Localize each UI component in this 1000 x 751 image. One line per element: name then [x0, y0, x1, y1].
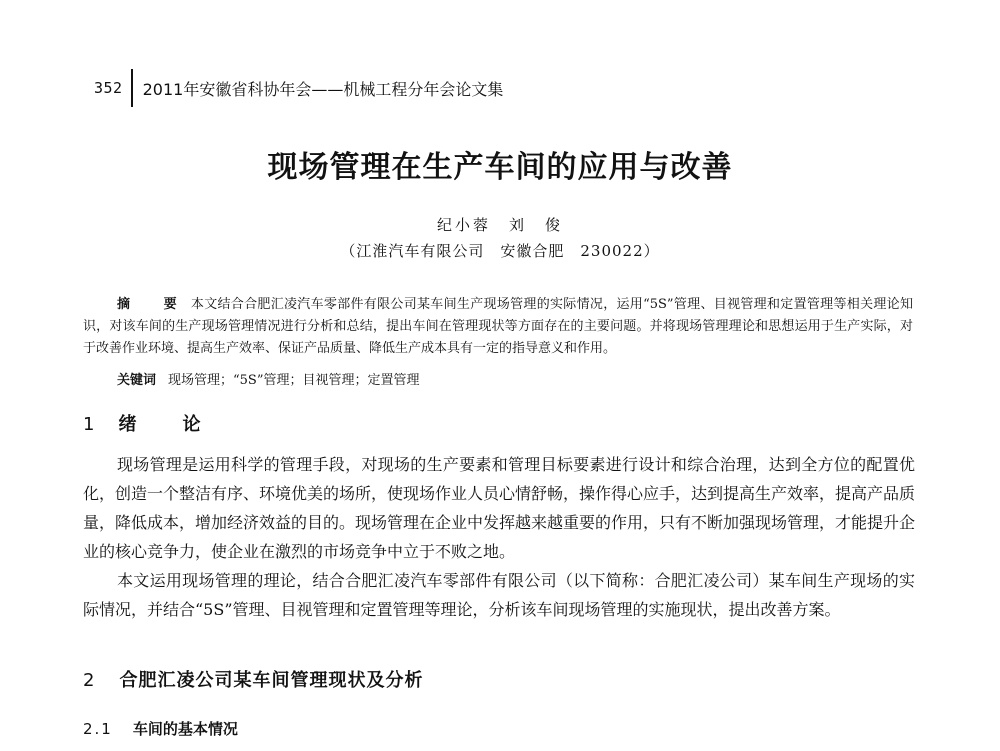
section-title: 绪 论 [118, 414, 215, 435]
keywords-text: 现场管理；“5S”管理；目视管理；定置管理 [168, 373, 420, 388]
affiliation: （江淮汽车有限公司 安徽合肥 230022） [340, 242, 660, 260]
running-header [94, 68, 503, 108]
section-number: 2 [83, 670, 96, 691]
keywords [117, 370, 917, 392]
paper-title: 现场管理在生产车间的应用与改善 [267, 150, 733, 185]
authors: 纪小蓉 刘 俊 [436, 216, 563, 234]
section-heading-status-analysis [83, 666, 423, 692]
subsection-number: 2.1 [83, 720, 113, 738]
body-paragraph: 本文运用现场管理的理论，结合合肥汇凌汽车零部件有限公司（以下简称：合肥汇凌公司）某车间生产现场的实际情况，并结合“5S”管理、目视管理和定置管理等理论，分析该车间现场管理的实施现状，提出改善方案。 [83, 571, 915, 619]
body-paragraph: 现场管理是运用科学的管理手段，对现场的生产要素和管理目标要素进行设计和综合治理，达到全方位的配置优化，创造一个整洁有序、环境优美的场所，使现场作业人员心情舒畅，操作得心应手，达到提高生产效率，提高产品质量，降低成本，增加经济效益的目的。现场管理在企业中发挥越来越重要的作用，只有不断加强现场管理，才能提升企业的核心竞争力，使企业在激烈的市场竞争中立于不败之地。 [83, 455, 916, 561]
keywords-label: 关键词 [117, 373, 157, 388]
abstract-label: 摘 要 [117, 297, 187, 312]
section-number: 1 [83, 414, 95, 435]
journal-title: 2011年安徽省科协年会——机械工程分年会论文集 [142, 79, 504, 99]
subsection-heading-workshop-basics [83, 718, 238, 739]
page-number: 352 [94, 79, 123, 97]
abstract-text: 本文结合合肥汇凌汽车零部件有限公司某车间生产现场管理的实际情况，运用“5S”管理、目视管理和定置管理等相关理论知识，对该车间的生产现场管理情况进行分析和总结，提出车间在管理现状等方面存在的主要问题。并将现场管理理论和思想运用于生产实际，对于改善作业环境、提高生产效率、保证产品质量、降低生产成本具有一定的指导意义和作用。 [83, 297, 913, 356]
abstract [83, 294, 913, 360]
section-title: 合肥汇凌公司某车间管理现状及分析 [119, 670, 424, 691]
subsection-title: 车间的基本情况 [132, 720, 238, 738]
section-heading-introduction [83, 410, 214, 436]
